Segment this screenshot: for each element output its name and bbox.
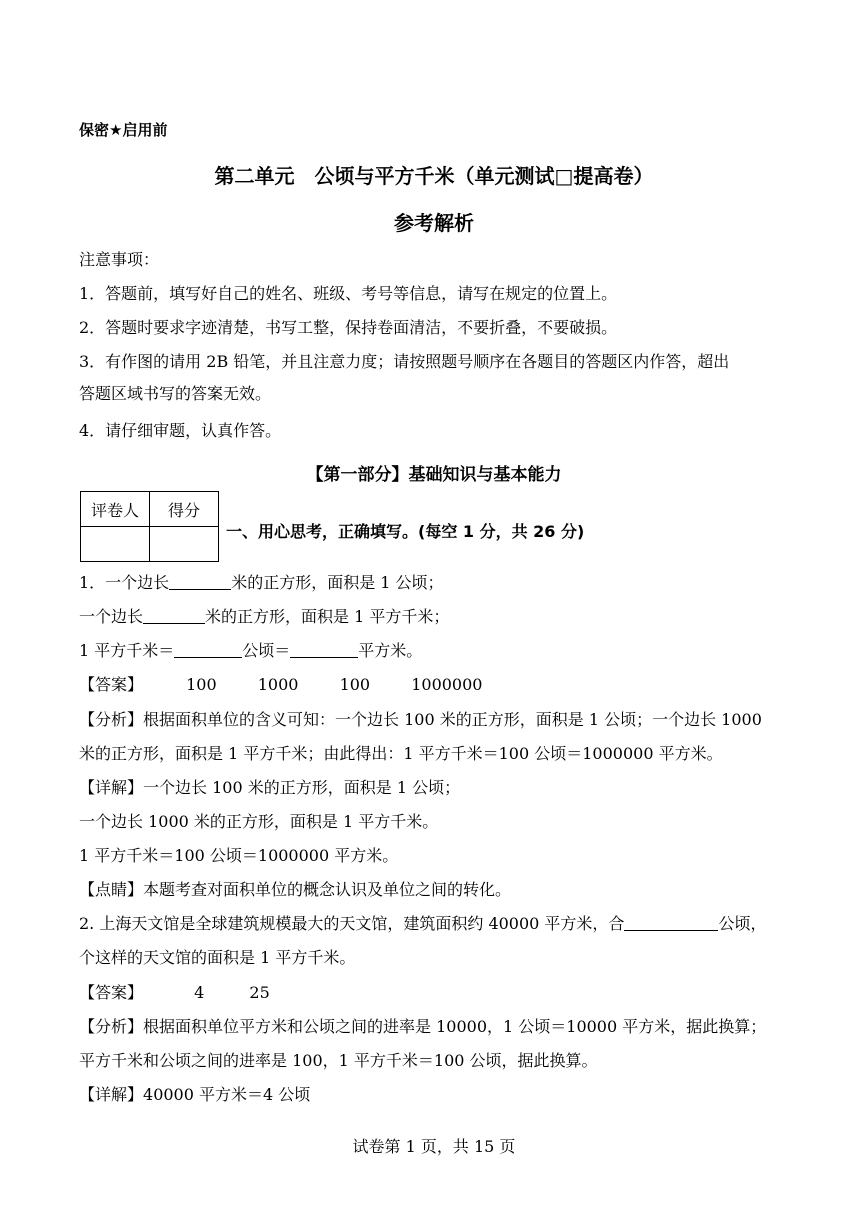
answer-value: 25	[249, 983, 270, 1002]
analysis-text: 根据面积单位的含义可知：一个边长 100 米的正方形，面积是 1 公顷；一个边长 1000	[143, 710, 762, 729]
answer-tag: 【答案】	[79, 675, 144, 694]
q1-line1-text-a: 1．一个边长	[79, 573, 170, 592]
analysis-text: 根据面积单位平方米和公顷之间的进率是 10000，1 公顷＝10000 平方米，据此换算；	[143, 1017, 767, 1036]
answer-blank[interactable]	[624, 914, 718, 931]
grader-table	[80, 491, 219, 562]
q1-line2-text-b: 米的正方形，面积是 1 平方千米；	[205, 607, 450, 626]
detail-text: 40000 平方米＝4 公顷	[143, 1085, 311, 1104]
q1-detail-line1	[79, 778, 460, 798]
section-title: 一、用心思考，正确填写。(每空 1 分，共 26 分)	[226, 522, 585, 541]
score-header: 得分	[150, 492, 219, 527]
answer-value: 1000000	[411, 675, 483, 694]
q1-line1	[79, 573, 444, 593]
answer-blank[interactable]	[169, 573, 231, 590]
q2-analysis-line2: 平方千米和公顷之间的进率是 100，1 平方千米＝100 公顷，据此换算。	[79, 1051, 598, 1070]
q1-line3	[79, 641, 422, 661]
q1-line2-text-a: 一个边长	[79, 607, 144, 626]
answer-blank[interactable]	[290, 641, 358, 658]
answer-value: 1000	[257, 675, 299, 694]
detail-tag: 【详解】	[79, 1085, 144, 1104]
point-text: 本题考查对面积单位的概念认识及单位之间的转化。	[143, 880, 512, 899]
q2-analysis-line1	[79, 1017, 766, 1037]
note-item: 2．答题时要求字迹清楚，书写工整，保持卷面清洁，不要折叠，不要破损。	[79, 318, 618, 337]
note-item: 答题区域书写的答案无效。	[79, 384, 272, 403]
detail-tag: 【详解】	[79, 778, 144, 797]
q2-answer-line	[79, 983, 270, 1003]
q1-detail-line3: 1 平方千米＝100 公顷＝1000000 平方米。	[79, 846, 399, 865]
analysis-tag: 【分析】	[79, 710, 144, 729]
q1-line2	[79, 607, 449, 627]
q1-line3-text-a: 1 平方千米＝	[79, 641, 175, 660]
answer-value: 100	[339, 675, 371, 694]
document-subtitle: 参考解析	[394, 211, 474, 235]
answer-value: 4	[194, 983, 205, 1002]
q1-point-line	[79, 880, 511, 900]
analysis-tag: 【分析】	[79, 1017, 144, 1036]
point-tag: 【点睛】	[79, 880, 144, 899]
q1-line3-text-c: 平方米。	[358, 641, 423, 660]
q2-detail-line1	[79, 1085, 310, 1105]
note-item: 3．有作图的请用 2B 铅笔，并且注意力度；请按照题号顺序在各题目的答题区内作答，超出	[79, 352, 730, 371]
q1-detail-line2: 一个边长 1000 米的正方形，面积是 1 平方千米。	[79, 812, 439, 831]
q1-line1-text-b: 米的正方形，面积是 1 公顷；	[231, 573, 444, 592]
answer-value: 100	[186, 675, 217, 694]
part1-heading: 【第一部分】基础知识与基本能力	[306, 465, 562, 485]
grader-cell[interactable]	[81, 527, 150, 562]
q1-analysis-line1	[79, 710, 762, 730]
q2-line1-text-a: 2. 上海天文馆是全球建筑规模最大的天文馆，建筑面积约 40000 平方米，合	[79, 914, 625, 933]
q1-answer-line	[79, 675, 482, 695]
notes-heading: 注意事项：	[79, 250, 160, 269]
confidential-label: 保密★启用前	[79, 121, 168, 139]
note-item: 4．请仔细审题，认真作答。	[79, 421, 282, 440]
q1-analysis-line2: 米的正方形，面积是 1 平方千米；由此得出：1 平方千米＝100 公顷＝1000000 平方米。	[79, 744, 723, 763]
grader-header: 评卷人	[81, 492, 150, 527]
document-title: 第二单元 公顷与平方千米（单元测试□提高卷）	[214, 164, 654, 188]
score-cell[interactable]	[150, 527, 219, 562]
q2-line1	[79, 914, 766, 934]
answer-tag: 【答案】	[79, 983, 144, 1002]
q2-line1-text-b: 公顷，	[718, 914, 767, 933]
answer-blank[interactable]	[143, 607, 205, 624]
note-item: 1．答题前，填写好自己的姓名、班级、考号等信息，请写在规定的位置上。	[79, 284, 618, 303]
detail-text: 一个边长 100 米的正方形，面积是 1 公顷；	[143, 778, 461, 797]
page-footer: 试卷第 1 页，共 15 页	[352, 1137, 516, 1156]
q1-line3-text-b: 公顷＝	[242, 641, 291, 660]
q2-line2: 个这样的天文馆的面积是 1 平方千米。	[79, 948, 356, 967]
answer-blank[interactable]	[174, 641, 242, 658]
